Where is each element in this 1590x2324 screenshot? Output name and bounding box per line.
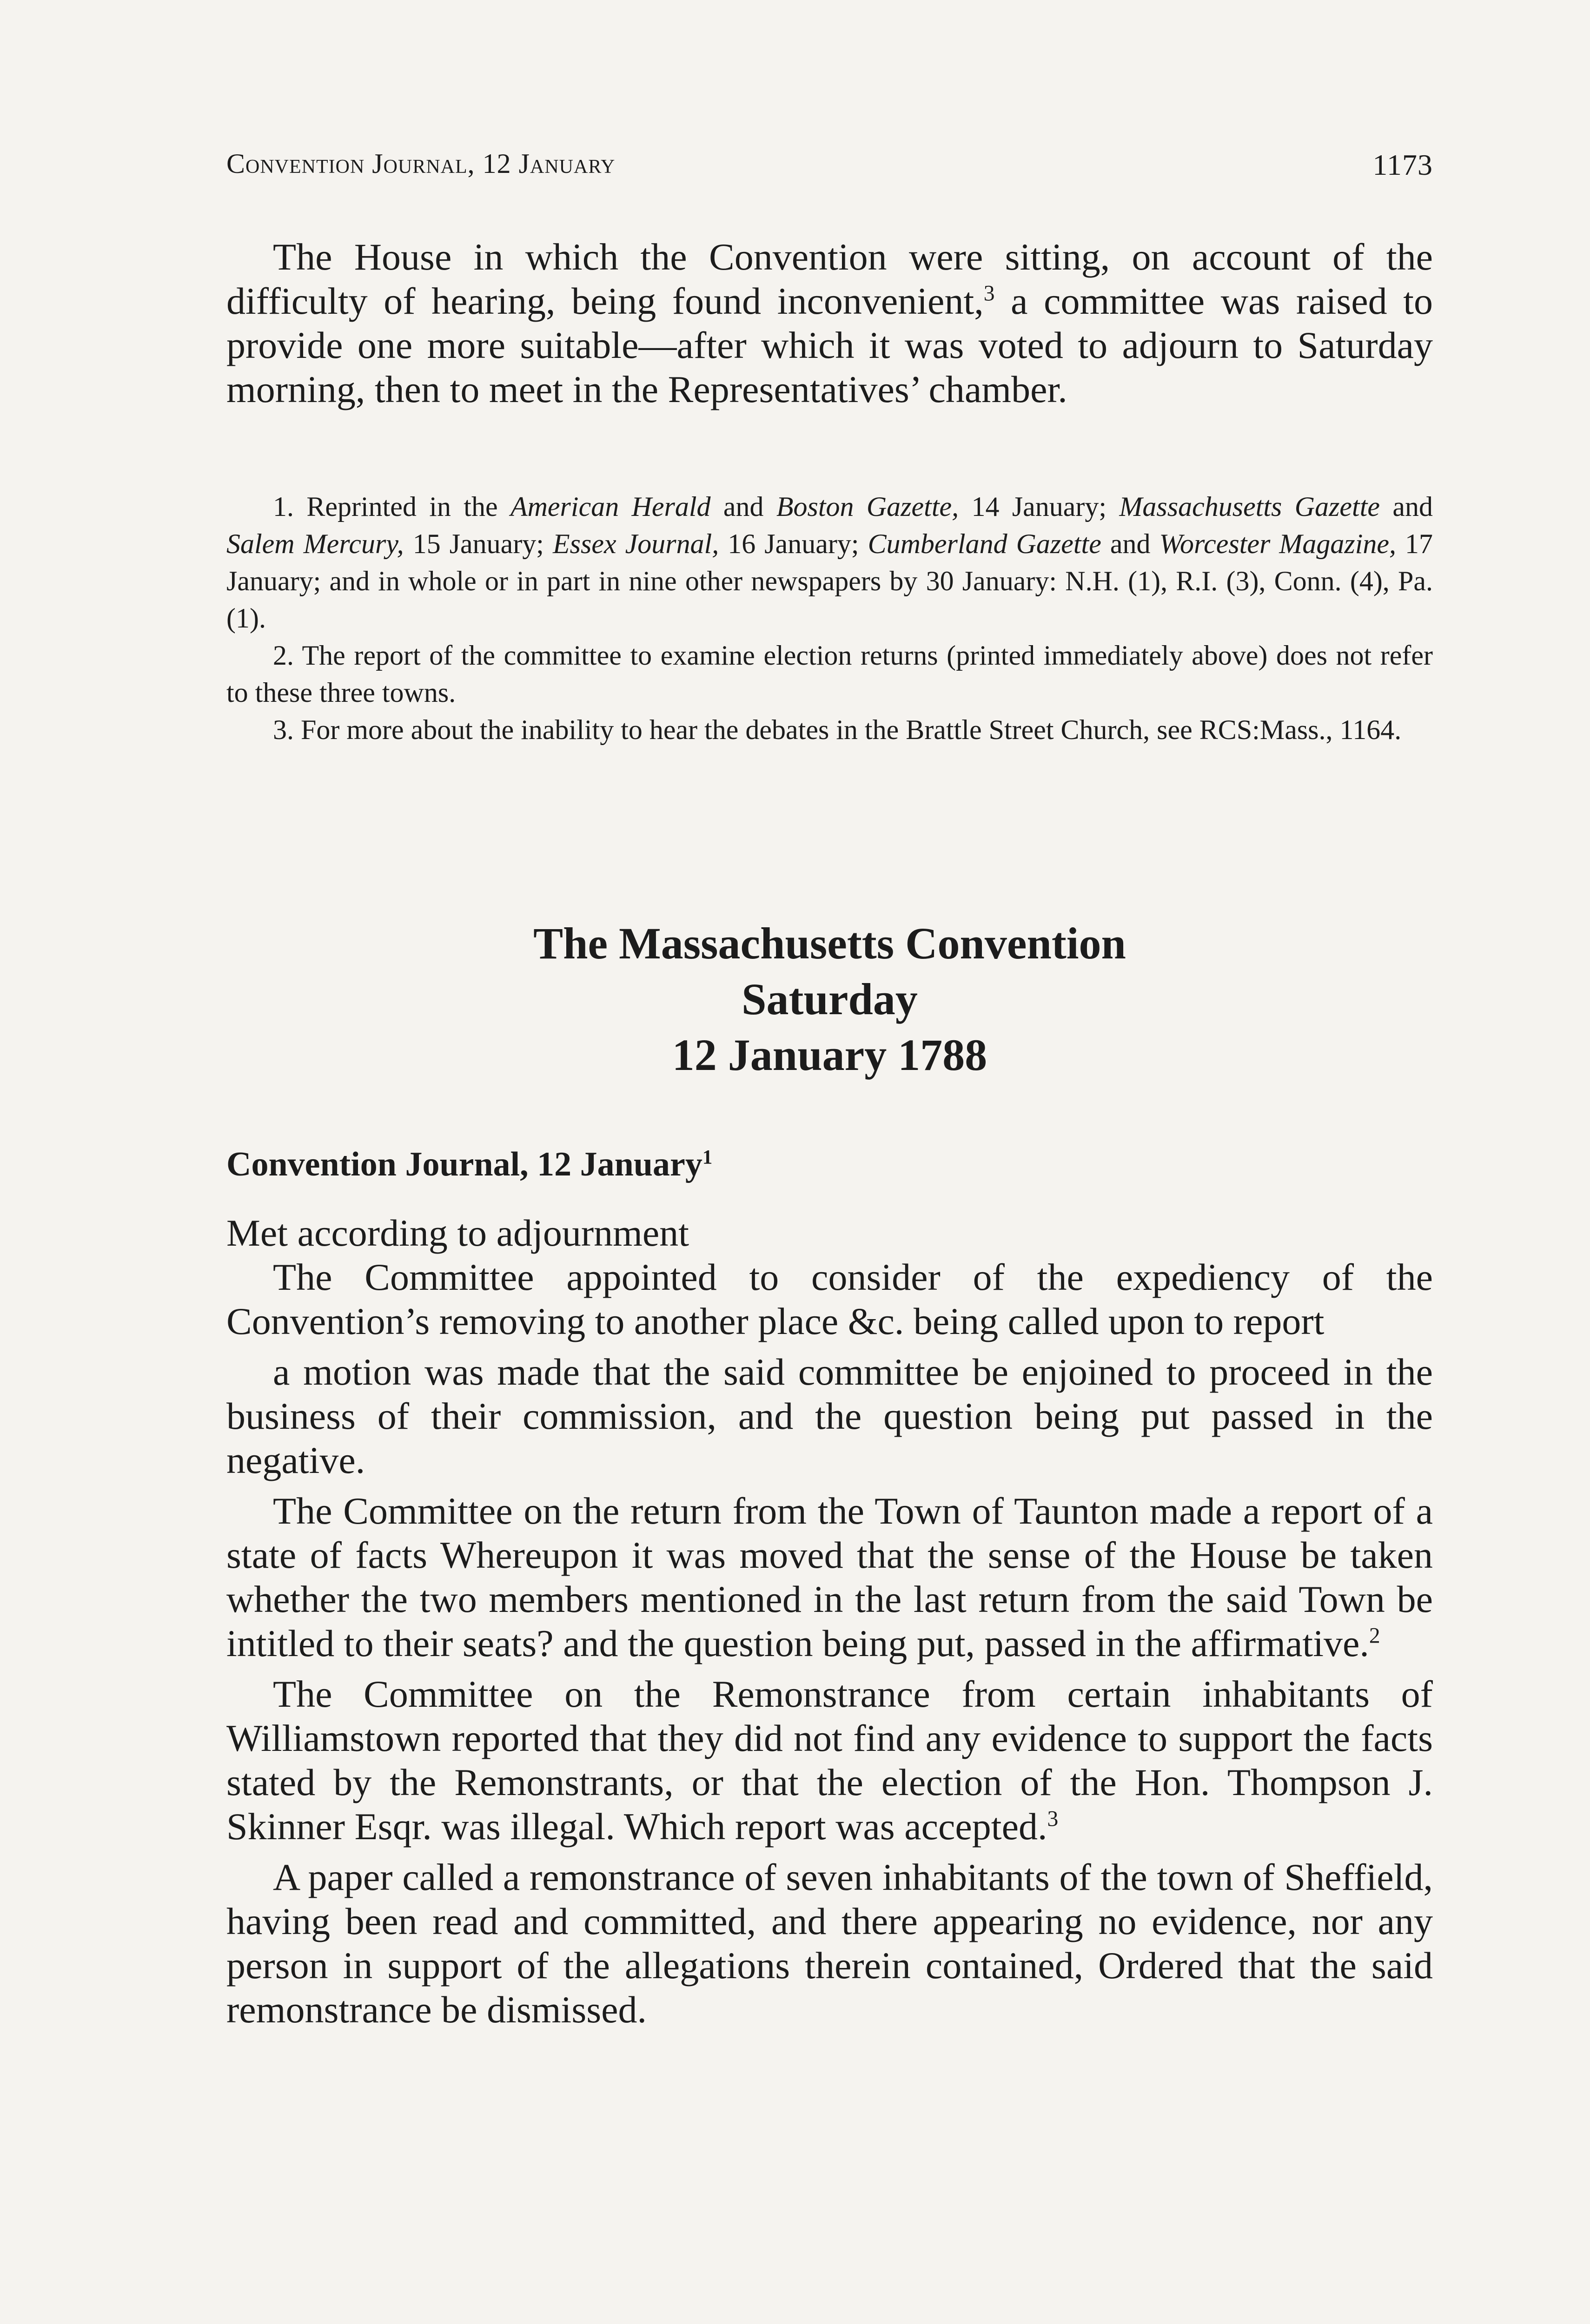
chapter-title-line: The Massachusetts Convention bbox=[533, 918, 1126, 968]
publication-title: Cumberland Gazette bbox=[868, 528, 1101, 559]
carryover-text: The House in which the Convention were sitting, on account of the difficulty of hearing, being found inconvenient, bbox=[226, 236, 1433, 322]
chapter-title-line: 12 January 1788 bbox=[672, 1030, 987, 1080]
chapter-title bbox=[226, 916, 1433, 1083]
footnote-text: For more about the inability to hear the debates in the Brattle Street Church, see RCS:Mass., 1164. bbox=[294, 714, 1402, 745]
running-head-title: Convention Journal, 12 January bbox=[226, 148, 616, 179]
journal-paragraph bbox=[226, 1489, 1433, 1665]
publication-title: American Herald bbox=[510, 491, 711, 522]
carryover-text-continued: a committee was raised to provide one more suitable—after which it was voted to adjourn to Saturday morning, then to meet in the Representatives’ chamber. bbox=[226, 280, 1433, 410]
footnote-text: and bbox=[1101, 528, 1159, 559]
footnote bbox=[226, 488, 1433, 637]
footnote-text: 17 January; and in whole or in part in nine other newspapers by 30 January: N.H. (1), R.I. (3), Conn. (4), Pa. (1). bbox=[226, 528, 1433, 634]
journal-paragraph-text: A paper called a remonstrance of seven inhabitants of the town of Sheffield, having been read and committed, and there appearing no evidence, nor any person in support of the allegations therein contained, Ordered that the said remonstrance be dismissed. bbox=[226, 1856, 1433, 2031]
journal-paragraph-text: The Committee appointed to consider of the expediency of the Convention’s removing to another place &c. being called upon to report bbox=[226, 1256, 1433, 1342]
journal-paragraph-text: The Committee on the Remonstrance from certain inhabitants of Williamstown reported that they did not find any evidence to support the facts stated by the Remonstrants, or that the election of the Hon. Thompson J. Skinner Esqr. was illegal. Which report was accepted. bbox=[226, 1673, 1433, 1848]
footnote-text: Reprinted in the bbox=[294, 491, 510, 522]
footnote-text: 14 January; bbox=[959, 491, 1120, 522]
footnote-number: 3. bbox=[273, 714, 294, 745]
journal-paragraph bbox=[226, 1855, 1433, 2032]
footnotes bbox=[226, 488, 1433, 748]
footnote-text: 15 January; bbox=[404, 528, 553, 559]
journal-paragraph-text: a motion was made that the said committee be enjoined to proceed in the business of their commission, and the question being put passed in the negative. bbox=[226, 1351, 1433, 1481]
footnote bbox=[226, 711, 1433, 748]
opening-line: Met according to adjournment bbox=[226, 1212, 689, 1254]
chapter-title-line: Saturday bbox=[742, 974, 918, 1024]
document-heading bbox=[226, 1141, 1433, 1188]
publication-title: Worcester Magazine, bbox=[1159, 528, 1397, 559]
journal-paragraph bbox=[226, 1672, 1433, 1849]
note-ref: 3 bbox=[983, 281, 995, 306]
publication-title: Salem Mercury, bbox=[226, 528, 404, 559]
footnote-text: 16 January; bbox=[719, 528, 868, 559]
footnote-text: and bbox=[1380, 491, 1433, 522]
publication-title: Essex Journal, bbox=[552, 528, 719, 559]
footnote-number: 1. bbox=[273, 491, 294, 522]
journal-entries bbox=[226, 1211, 1433, 2032]
note-ref: 3 bbox=[1047, 1807, 1059, 1831]
footnote-text: and bbox=[710, 491, 776, 522]
journal-paragraph-text: The Committee on the return from the Town of Taunton made a report of a state of facts Whereupon it was moved that the sense of the House be taken whether the two members mentioned in the last return from the said Town be intitled to their seats? and the question being put, passed in the affirmative. bbox=[226, 1490, 1433, 1664]
document-heading-text: Convention Journal, 12 January bbox=[226, 1145, 702, 1183]
note-ref: 2 bbox=[1369, 1624, 1380, 1648]
running-head bbox=[226, 148, 1433, 185]
publication-title: Boston Gazette, bbox=[776, 491, 959, 522]
publication-title: Massachusetts Gazette bbox=[1119, 491, 1380, 522]
page-number: 1173 bbox=[1372, 148, 1433, 181]
footnote-number: 2. bbox=[273, 640, 294, 671]
note-ref: 1 bbox=[702, 1146, 713, 1169]
journal-paragraph bbox=[226, 1350, 1433, 1482]
carryover-paragraph bbox=[226, 235, 1433, 411]
journal-paragraph bbox=[226, 1255, 1433, 1343]
footnote-text: The report of the committee to examine election returns (printed immediately above) does not refer to these three towns. bbox=[226, 640, 1433, 708]
footnote bbox=[226, 637, 1433, 711]
